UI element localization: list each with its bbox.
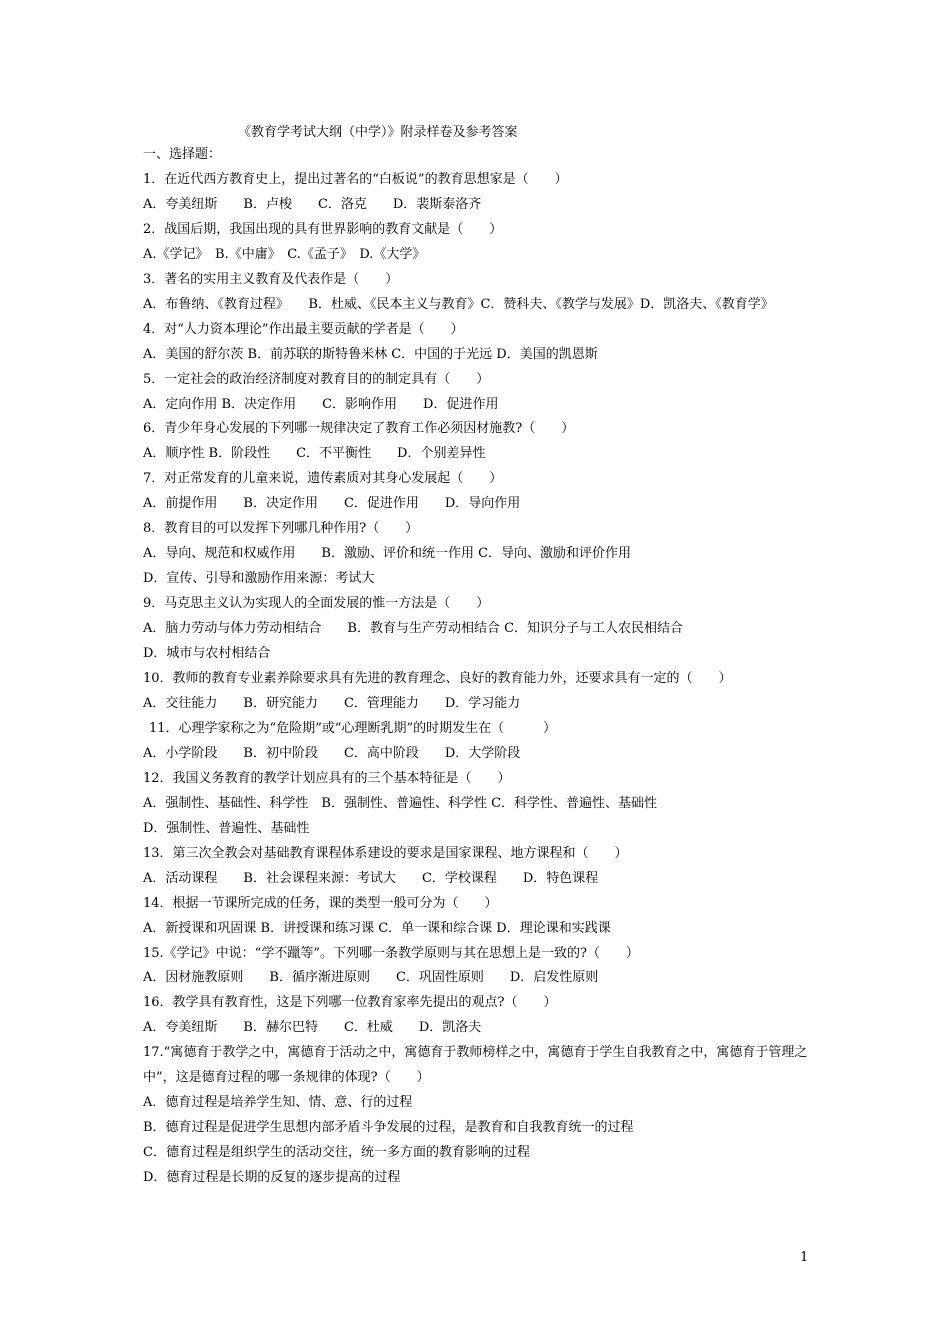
question-13: 13．第三次全教会对基础教育课程体系建设的要求是国家课程、地方课程和（ ）	[143, 845, 628, 861]
question-8: 8．教育目的可以发挥下列哪几种作用?（ ）	[143, 521, 419, 537]
question-12: 12．我国义务教育的教学计划应具有的三个基本特征是（ ）	[143, 770, 511, 786]
question-4: 4．对“人力资本理论”作出最主要贡献的学者是（ ）	[143, 321, 464, 337]
option-17d: D．德育过程是长期的反复的逐步提高的过程	[143, 1170, 401, 1186]
options-15: A．因材施教原则 B．循序渐进原则 C．巩固性原则 D．启发性原则	[143, 970, 599, 986]
options-7: A．前提作用 B．决定作用 C．促进作用 D．导向作用	[143, 496, 521, 512]
question-10: 10．教师的教育专业素养除要求具有先进的教育理念、良好的教育能力外，还要求具有一定的（ ）	[143, 671, 732, 687]
option-17c: C．德育过程是组织学生的活动交往，统一多方面的教育影响的过程	[143, 1145, 530, 1161]
options-1: A．夸美纽斯 B．卢梭 C．洛克 D．裴斯泰洛齐	[143, 196, 482, 212]
question-3: 3．著名的实用主义教育及代表作是（ ）	[143, 271, 399, 287]
options-6: A．顺序性 B．阶段性 C．不平衡性 D．个别差异性	[143, 446, 486, 462]
document-body	[143, 143, 813, 1191]
question-1: 1．在近代西方教育史上，提出过著名的“白板说”的教育思想家是（ ）	[143, 171, 568, 187]
options-8: A．导向、规范和权威作用 B．激励、评价和统一作用 C．导向、激励和评价作用	[143, 546, 632, 562]
page-number: 1	[800, 1250, 809, 1265]
options-9: A．脑力劳动与体力劳动相结合 B．教育与生产劳动相结合 C．知识分子与工人农民相结合	[143, 621, 684, 637]
question-7: 7．对正常发育的儿童来说，遗传素质对其身心发展起（ ）	[143, 471, 503, 487]
options-8-cont: D．宣传、引导和激励作用来源：考试大	[143, 571, 375, 587]
question-14: 14．根据一节课所完成的任务，课的类型一般可分为（ ）	[143, 895, 498, 911]
question-9: 9．马克思主义认为实现人的全面发展的惟一方法是（ ）	[143, 596, 490, 612]
options-2: A.《学记》 B.《中庸》 C.《孟子》 D.《大学》	[143, 246, 426, 262]
question-6: 6．青少年身心发展的下列哪一规律决定了教育工作必须因材施教?（ ）	[143, 421, 575, 437]
options-4: A．美国的舒尔茨 B．前苏联的斯特鲁米林 C．中国的于光远 D．美国的凯恩斯	[143, 346, 598, 362]
options-5: A．定向作用 B．决定作用 C．影响作用 D．促进作用	[143, 396, 499, 412]
options-9-cont: D．城市与农村相结合	[143, 646, 271, 662]
options-16: A．夸美纽斯 B．赫尔巴特 C．杜威 D．凯洛夫	[143, 1020, 482, 1036]
document-title: 《教育学考试大纲（中学）》附录样卷及参考答案	[238, 125, 518, 140]
question-15: 15.《学记》中说：“学不躐等”。下列哪一条教学原则与其在思想上是一致的?（ ）	[143, 945, 639, 961]
options-11: A．小学阶段 B．初中阶段 C．高中阶段 D．大学阶段	[143, 745, 521, 761]
options-3: A．布鲁纳、《教育过程》 B．杜威、《民本主义与教育》C．赞科夫、《教学与发展》D．凯洛夫、《教育学》	[143, 296, 774, 312]
option-17a: A．德育过程是培养学生知、情、意、行的过程	[143, 1095, 413, 1111]
options-12-cont: D．强制性、普遍性、基础性	[143, 820, 310, 836]
options-14: A．新授课和巩固课 B．讲授课和练习课 C．单一课和综合课 D．理论课和实践课	[143, 920, 611, 936]
options-12: A．强制性、基础性、科学性 B．强制性、普遍性、科学性 C．科学性、普遍性、基础性	[143, 795, 658, 811]
question-2: 2．战国后期，我国出现的具有世界影响的教育文献是（ ）	[143, 221, 503, 237]
question-5: 5．一定社会的政治经济制度对教育目的的制定具有（ ）	[143, 371, 490, 387]
options-13: A．活动课程 B．社会课程来源：考试大 C．学校课程 D．特色课程	[143, 870, 599, 886]
question-17: 17.“寓德育于教学之中，寓德育于活动之中，寓德育于教师榜样之中，寓德育于学生自我教育之中，寓德育于管理之中”，这是德育过程的哪一条规律的体现?（ ）	[143, 1045, 808, 1086]
question-16: 16．教学具有教育性，这是下列哪一位教育家率先提出的观点?（ ）	[143, 995, 557, 1011]
options-10: A．交往能力 B．研究能力 C．管理能力 D．学习能力	[143, 695, 521, 711]
section-heading: 一、选择题：	[143, 147, 222, 162]
question-11: 11．心理学家称之为“危险期”或“心理断乳期”的时期发生在（ ）	[149, 720, 557, 736]
option-17b: B．德育过程是促进学生思想内部矛盾斗争发展的过程，是教育和自我教育统一的过程	[143, 1120, 634, 1136]
